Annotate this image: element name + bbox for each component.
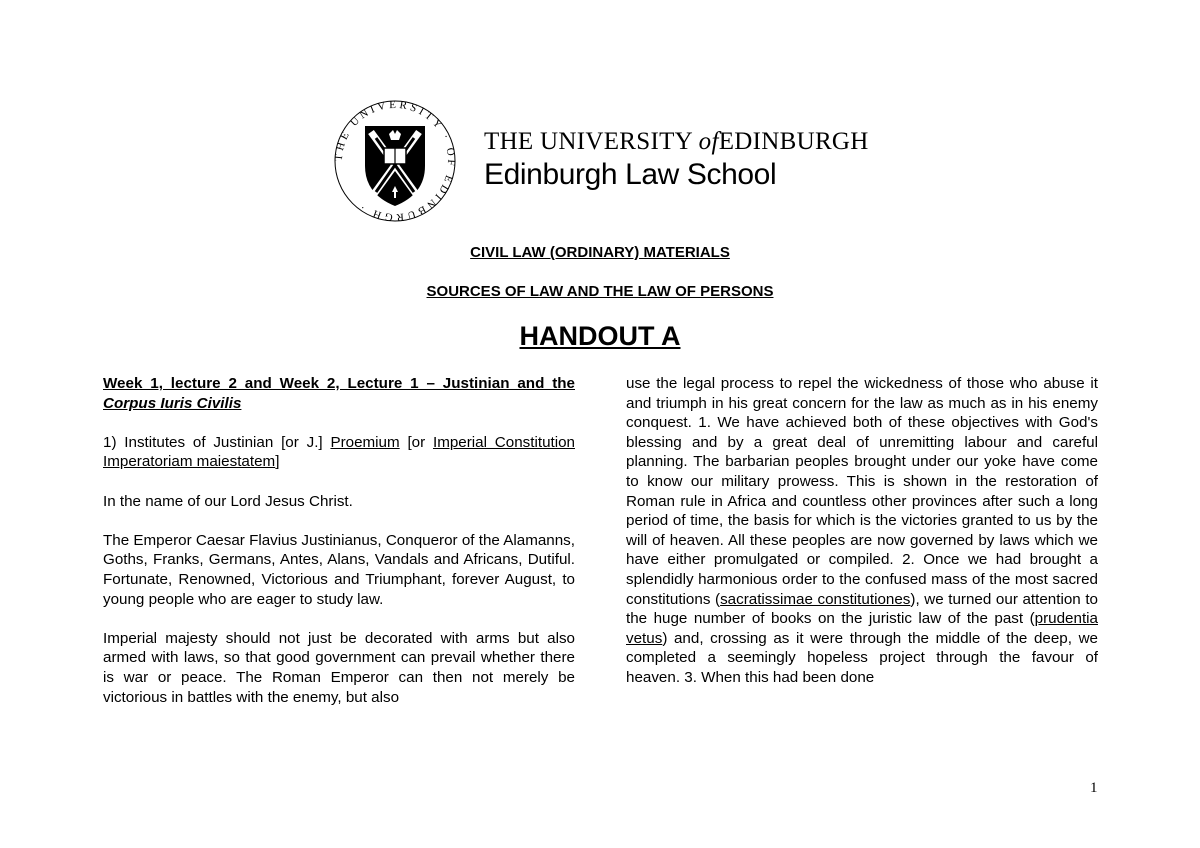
university-seal-logo [332, 98, 458, 224]
left-column [103, 374, 575, 727]
imperial-majesty-paragraph: Imperial majesty should not just be decorated with arms but also armed with laws, so that good government can prevail whether there is war or peace. The Roman Emperor can then not merely be victorious in battles with the enemy, but also [103, 629, 575, 706]
materials-title: CIVIL LAW (ORDINARY) MATERIALS [470, 244, 730, 261]
svg-text:THE UNIVERSITY · OF EDINBURGH: THE UNIVERSITY · OF EDINBURGH · [332, 98, 458, 224]
institutes-reference: 1) Institutes of Justinian [or J.] Proemium [or Imperial Constitution Imperatoriam maiestatem] [103, 433, 575, 471]
handout-title: HANDOUT A [519, 321, 681, 351]
page-number: 1 [1090, 780, 1098, 796]
right-column [626, 374, 1098, 707]
university-name: THE UNIVERSITY ofEDINBURGH [484, 128, 869, 155]
continuation-paragraph: use the legal process to repel the wickedness of those who abuse it and triumph in his great concern for the law as much as in his enemy conquest. 1. We have achieved both of these objectives with God's blessing and by a great deal of unremitting labour and careful planning. The barbarian peoples brought under our yoke have come to know our military prowess. This is shown in the restoration of Roman rule in Africa and countless other provinces after such a long period of time, the basis for which is the victories granted to us by the will of heaven. All these peoples are now governed by laws which we have either promulgated or compiled. 2. Once we had brought a splendidly harmonious order to the confused mass of the most sacred constitutions (sacratissimae constitutiones), we turned our attention to the huge number of books on the juristic law of the past (prudentia vetus) and, crossing as it were through the middle of the deep, we completed a seemingly hopeless project through the favour of heaven. 3. When this had been done [626, 375, 1098, 686]
section-heading: Week 1, lecture 2 and Week 2, Lecture 1 – Justinian and the Corpus Iuris Civilis [103, 375, 575, 412]
invocation-paragraph: In the name of our Lord Jesus Christ. [103, 492, 353, 510]
sources-title: SOURCES OF LAW AND THE LAW OF PERSONS [426, 283, 774, 300]
emperor-title-paragraph: The Emperor Caesar Flavius Justinianus, Conqueror of the Alamanns, Goths, Franks, Germans, Antes, Alans, Vandals and Africans, Dutiful. Fortunate, Renowned, Victorious and Triumphant, forever August, to young people who are eager to study law. [103, 531, 575, 608]
school-name: Edinburgh Law School [484, 158, 777, 191]
